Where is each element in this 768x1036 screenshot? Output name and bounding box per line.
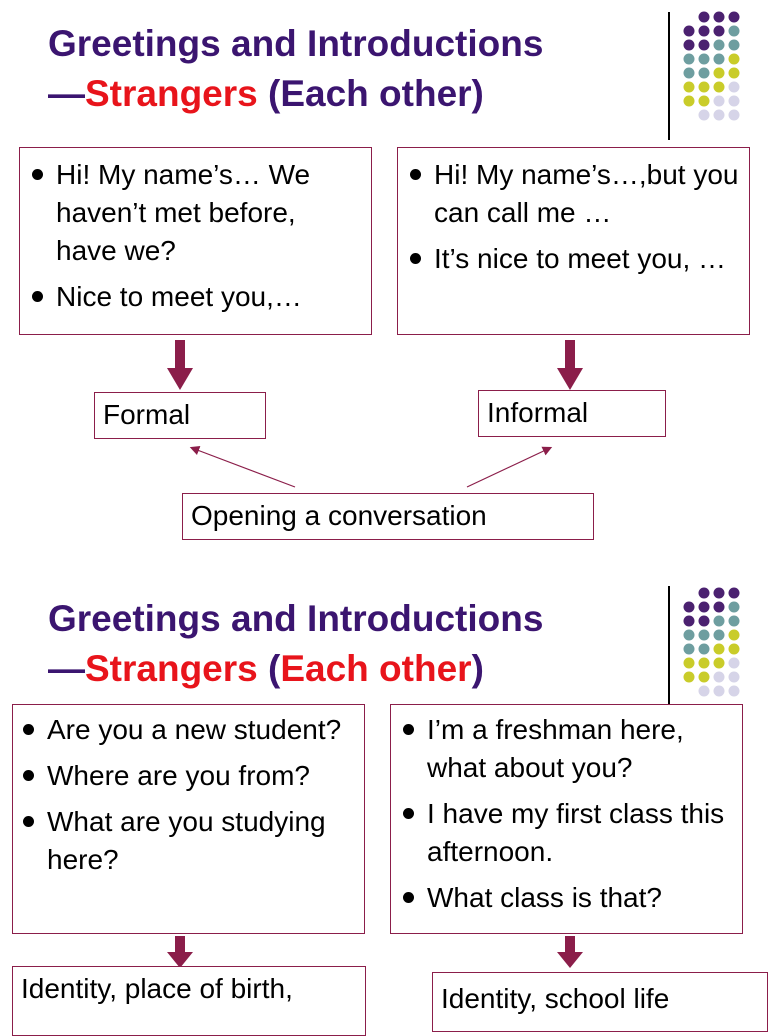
decorative-dot <box>714 686 725 697</box>
label-identity-school: Identity, school life <box>432 972 768 1032</box>
bullet-item: It’s nice to meet you, … <box>408 240 741 278</box>
down-arrow-icon <box>556 340 584 390</box>
bullet-item: I’m a freshman here, what about you? <box>401 711 734 787</box>
decorative-dot <box>699 672 710 683</box>
title-paren-close: ) <box>471 648 484 689</box>
label-formal: Formal <box>94 392 266 439</box>
bullet-item: Where are you from? <box>21 757 356 795</box>
title-strangers: Strangers <box>85 73 258 114</box>
label-informal: Informal <box>478 390 666 437</box>
label-opening-conversation: Opening a conversation <box>182 493 594 540</box>
decorative-dot <box>684 630 695 641</box>
decorative-dot <box>684 40 695 51</box>
bullet-item: Are you a new student? <box>21 711 356 749</box>
dot-grid-decoration <box>680 8 740 124</box>
decorative-dot <box>714 588 725 599</box>
down-arrow-icon <box>166 340 194 390</box>
decorative-dot <box>714 40 725 51</box>
decorative-dot <box>729 12 740 23</box>
dot-grid-decoration <box>680 584 740 700</box>
bullet-item: Hi! My name’s…,but you can call me … <box>408 156 741 232</box>
decorative-dot <box>699 68 710 79</box>
decorative-dot <box>684 82 695 93</box>
decorative-dot <box>699 96 710 107</box>
decorative-dot <box>699 602 710 613</box>
decorative-dot <box>684 54 695 65</box>
down-arrow-icon <box>556 936 584 968</box>
decorative-dot <box>714 12 725 23</box>
title-dash: — <box>48 648 85 689</box>
decorative-dot <box>729 686 740 697</box>
decorative-dot <box>729 96 740 107</box>
decorative-dot <box>699 82 710 93</box>
decorative-dot <box>684 26 695 37</box>
decorative-dot <box>714 658 725 669</box>
decorative-dot <box>699 12 710 23</box>
decorative-dot <box>714 110 725 121</box>
decorative-dot <box>699 616 710 627</box>
decorative-dot <box>699 630 710 641</box>
divider-line <box>668 586 670 716</box>
slide1-title-line2 <box>48 70 484 118</box>
bullet-item: Hi! My name’s… We haven’t met before, have we? <box>30 156 363 270</box>
title-strangers: Strangers <box>85 648 258 689</box>
decorative-dot <box>729 672 740 683</box>
decorative-dot <box>714 630 725 641</box>
title-each-other: (Each other) <box>268 73 484 114</box>
slide1-title-line1: Greetings and Introductions <box>48 23 544 64</box>
decorative-dot <box>699 644 710 655</box>
slide2-title-line1: Greetings and Introductions <box>48 598 544 639</box>
decorative-dot <box>699 686 710 697</box>
slide2-title-line2 <box>48 645 484 693</box>
decorative-dot <box>729 658 740 669</box>
decorative-dot <box>729 110 740 121</box>
decorative-dot <box>699 40 710 51</box>
down-arrow-icon <box>166 936 194 968</box>
decorative-dot <box>729 26 740 37</box>
decorative-dot <box>729 54 740 65</box>
decorative-dot <box>684 658 695 669</box>
decorative-dot <box>684 672 695 683</box>
bullet-item: Nice to meet you,… <box>30 278 363 316</box>
slide2-left-box <box>12 704 365 934</box>
title-paren-open: ( <box>268 648 281 689</box>
decorative-dot <box>714 82 725 93</box>
decorative-dot <box>684 68 695 79</box>
decorative-dot <box>699 658 710 669</box>
decorative-dot <box>729 588 740 599</box>
decorative-dot <box>714 96 725 107</box>
decorative-dot <box>699 54 710 65</box>
bullet-item: What are you studying here? <box>21 803 356 879</box>
decorative-dot <box>714 54 725 65</box>
decorative-dot <box>684 644 695 655</box>
decorative-dot <box>714 602 725 613</box>
decorative-dot <box>714 26 725 37</box>
decorative-dot <box>729 644 740 655</box>
bullet-item: What class is that? <box>401 879 734 917</box>
decorative-dot <box>729 68 740 79</box>
decorative-dot <box>714 644 725 655</box>
title-each-other: Each other <box>280 648 472 689</box>
decorative-dot <box>729 630 740 641</box>
divider-line <box>668 12 670 140</box>
decorative-dot <box>699 26 710 37</box>
decorative-dot <box>729 602 740 613</box>
decorative-dot <box>714 616 725 627</box>
slide1-left-box <box>19 147 372 335</box>
decorative-dot <box>729 40 740 51</box>
decorative-dot <box>714 672 725 683</box>
decorative-dot <box>684 96 695 107</box>
decorative-dot <box>729 82 740 93</box>
label-identity-birth: Identity, place of birth, <box>12 966 366 1036</box>
decorative-dot <box>729 616 740 627</box>
decorative-dot <box>684 602 695 613</box>
slide1-right-box <box>397 147 750 335</box>
slide2-right-box <box>390 704 743 934</box>
title-dash: — <box>48 73 85 114</box>
connector-arrows <box>180 440 570 500</box>
decorative-dot <box>684 616 695 627</box>
decorative-dot <box>699 588 710 599</box>
decorative-dot <box>714 68 725 79</box>
bullet-item: I have my first class this afternoon. <box>401 795 734 871</box>
decorative-dot <box>699 110 710 121</box>
